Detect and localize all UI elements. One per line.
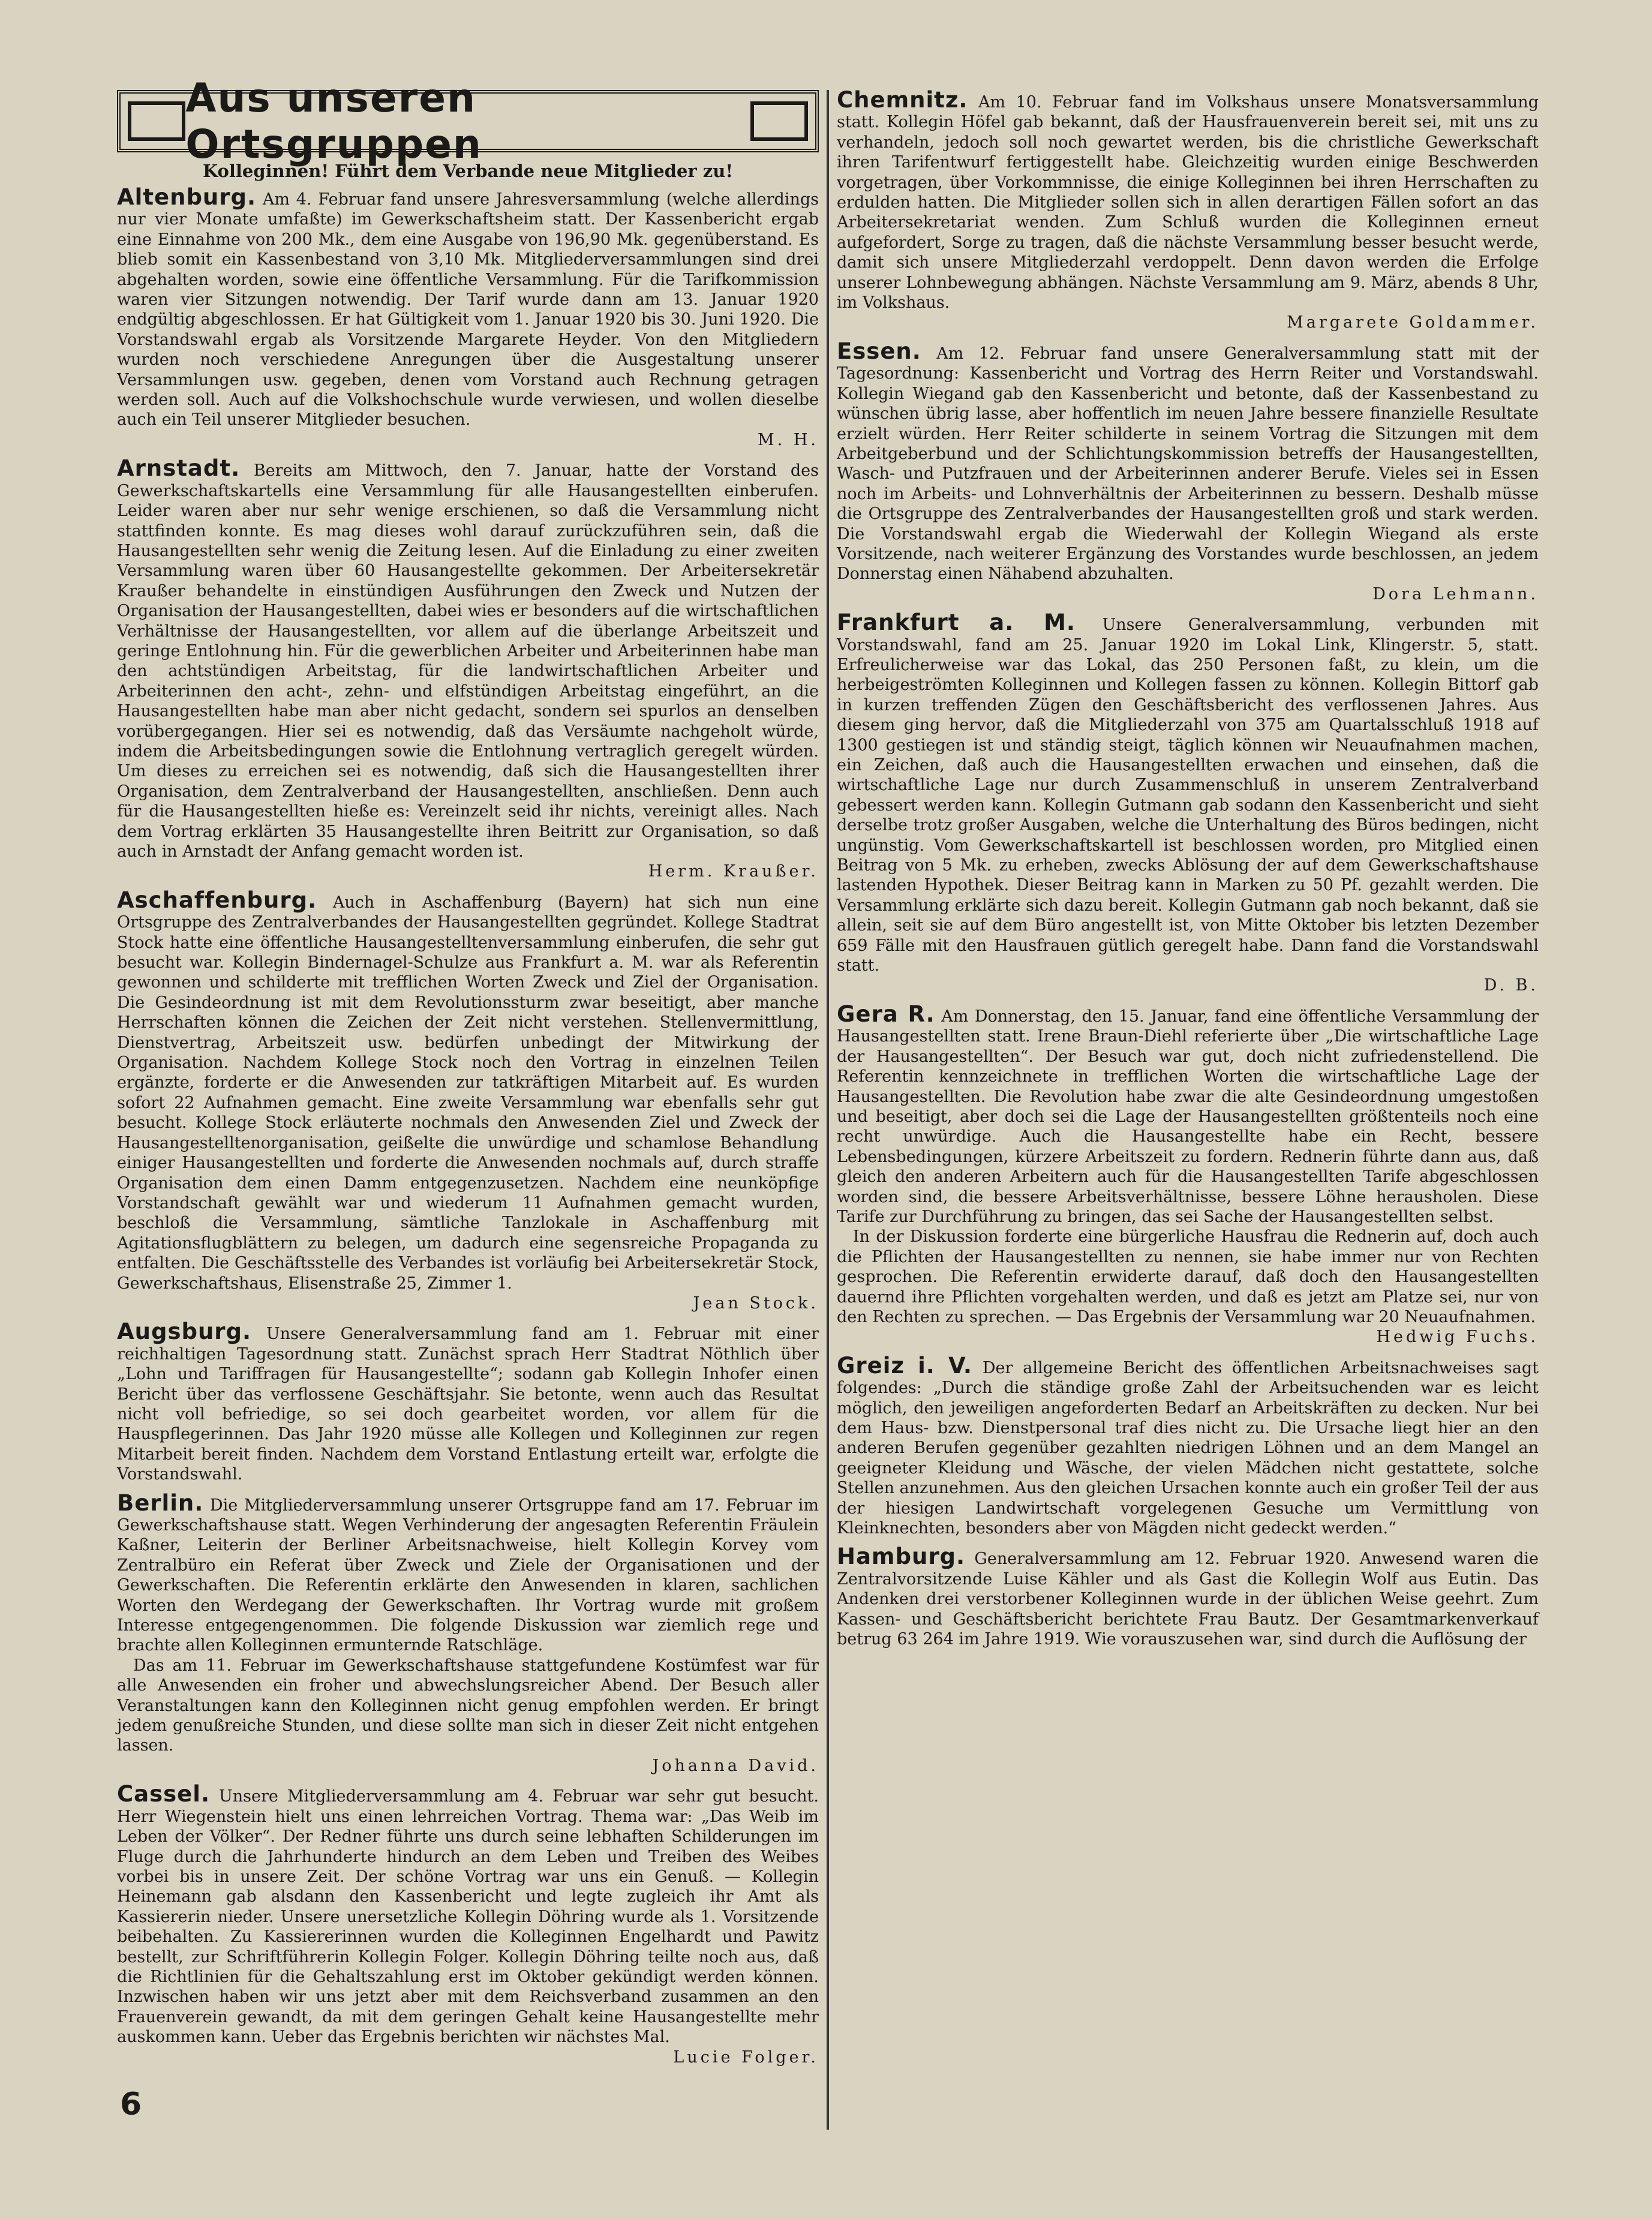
article-heading: Arnstadt. [117, 455, 241, 482]
article-body: Unsere Mitgliederversammlung am 4. Februar war sehr gut besucht. Herr Wiegenstein hielt uns einen lehrreichen Vortrag. Thema war: „Das Weib im Leben der Völker“. Der Redner führte uns durch seine lebhaften Schilderungen im Fluge durch die Jahrhunderte hindurch an dem Leben und Treiben des Weibes vorbei bis in unsere Zeit. Der schöne Vortrag war uns ein Genuß. — Kollegin Heinemann gab alsdann den Kassenbericht und legte zugleich ihr Amt als Kassiererin nieder. Unsere unersetzliche Kollegin Döhring wurde als 1. Vorsitzende beibehalten. Zu Kassiererinnen wurden die Kolleginnen Engelhardt und Pawitz bestellt, zur Schriftführerin Kollegin Folger. Kollegin Döhring teilte noch aus, daß die Richtlinien für die Gehaltszahlung erst im Oktober gekündigt werden können. Inzwischen haben wir uns jetzt aber mit dem Reichsverband zusammen an den Frauenverein gewandt, da mit dem geringen Gehalt keine Hausangestellte mehr auskommen kann. Ueber das Ergebnis berichten wir nächstes Mal. [117, 1787, 819, 2047]
masthead-ornament-right [750, 101, 808, 141]
article-body-continued: In der Diskussion forderte eine bürgerliche Hausfrau die Rednerin auf, doch auch die Pflichten der Hausangestellten zu nennen, sie habe immer nur von Rechten gesprochen. Die Referentin erwiderte darauf, daß doch den Hausangestellten dauernd ihre Pflichten vorgehalten werden, und daß es jetzt am Platze sei, nur von den Rechten zu sprechen. — Das Ergebnis der Versammlung war 20 Neuaufnahmen. [837, 1227, 1539, 1326]
section-masthead [117, 75, 819, 167]
masthead-ornament-left [128, 101, 185, 141]
article-greiz [837, 1352, 1539, 1539]
section-title: Aus unseren Ortsgruppen [185, 75, 482, 167]
article-hamburg [837, 1544, 1539, 1649]
article-body: Am Donnerstag, den 15. Januar, fand eine öffentliche Versammlung der Hausangestellten statt. Irene Braun-Diehl referierte über „Die wirtschaftliche Lage der Hausangestellten“. Der Besuch war gut, doch nicht zufriedenstellend. Die Referentin kennzeichnete in trefflichen Worten die wirtschaftliche Lage der Hausangestellten. Die Revolution habe zwar die alte Gesindeordnung umgestoßen und beseitigt, aber doch sei die Lage der Hausangestellten größtenteils noch eine recht unwürdige. Auch die Hausangestellte habe ein Recht, bessere Lebensbedingungen, kürzere Arbeitszeit zu fordern. Rednerin führte dann aus, daß gleich den anderen Arbeitern auch für die Hausangestellten Tarife abgeschlossen worden sind, die bessere Arbeitsverhältnisse, bessere Löhne herausholen. Diese Tarife zur Durchführung zu bringen, das sei Sache der Hausangestellten selbst. [837, 1007, 1539, 1226]
article-berlin [117, 1490, 819, 1776]
article-body: Am 4. Februar fand unsere Jahresversammlung (welche allerdings nur vier Monate umfaßte) im Gewerkschaftsheim statt. Der Kassenbericht ergab eine Einnahme von 200 Mk., dem eine Ausgabe von 196,90 Mk. gegenüberstand. Es blieb somit ein Kassenbestand von 3,10 Mk. Mitgliederversammlungen sind drei abgehalten worden, sowie eine öffentliche Versammlung. Für die Tarifkommission waren vier Sitzungen notwendig. Der Tarif wurde dann am 13. Januar 1920 endgültig abgeschlossen. Er hat Gültigkeit vom 1. Januar 1920 bis 30. Juni 1920. Die Vorstandswahl ergab als Vorsitzende Margarete Heyder. Von den Mitgliedern wurden noch verschiedene Anregungen über die Ausgestaltung unserer Versammlungen usw. gegeben, denen vom Vorstand auch Rechnung getragen werden soll. Auch auf die Volkshochschule wurde verwiesen, und wollen dieselbe auch ein Teil unserer Mitglieder besuchen. [117, 190, 819, 430]
left-column [117, 75, 819, 2076]
article-aschaffenburg [117, 887, 819, 1314]
article-body: Bereits am Mittwoch, den 7. Januar, hatte der Vorstand des Gewerkschaftskartells eine Versammlung für alle Hausangestellten einberufen. Leider waren aber nur sehr wenige erschienen, so daß die Versammlung nicht stattfinden konnte. Es mag dieses wohl darauf zurückzuführen sein, daß die Hausangestellten sehr wenig die Zeitung lesen. Auf die Einladung zu einer zweiten Versammlung waren über 60 Hausangestellte gekommen. Der Arbeitersekretär Kraußer behandelte in einstündigen Ausführungen den Zweck und Nutzen der Organisation der Hausangestellten, dabei wies er besonders auf die wirtschaftlichen Verhältnisse der Hausangestellten, vor allem auf die überlange Arbeitszeit und geringe Entlohnung hin. Für die gewerblichen Arbeiter und Arbeiterinnen habe man den achtstündigen Arbeitstag, für die landwirtschaftlichen Arbeiter und Arbeiterinnen den acht-, zehn- und elfstündigen Arbeitstag eingeführt, an die Hausangestellten habe man aber nicht gedacht, sondern sei spurlos an denselben vorübergegangen. Hier sei es notwendig, daß das Versäumte nachgeholt würde, indem die Arbeitsbedingungen sowie die Entlohnung vertraglich geregelt würden. Um dieses zu erreichen sei es notwendig, daß sich die Hausangestellten ihrer Organisation, dem Zentralverband der Hausangestellten, anschließen. Denn auch für die Hausangestellten hieße es: Vereinzelt seid ihr nichts, vereinigt alles. Nach dem Vortrag erklärten 35 Hausangestellte ihren Beitritt zur Organisation, so daß auch in Arnstadt der Anfang gemacht worden ist. [117, 461, 819, 861]
article-heading: Greiz i. V. [837, 1352, 972, 1379]
article-heading: Cassel. [117, 1781, 210, 1807]
article-signature: Dora Lehmann. [1372, 584, 1539, 603]
article-body: Unsere Generalversammlung, verbunden mit Vorstandswahl, fand am 25. Januar 1920 im Lokal Link, Klingerstr. 5, statt. Erfreulicherweise war das Lokal, das 250 Personen faßt, zu klein, um die herbeigeströmten Kolleginnen und Kollegen fassen zu können. Kollegin Bittorf gab in kurzen treffenden Zügen den Geschäftsbericht des verflossenen Jahres. Aus diesem ging hervor, daß die Mitgliederzahl von 375 am Quartalsschluß 1918 auf 1300 gestiegen ist und ständig steigt, täglich können wir Neuaufnahmen machen, ein Zeichen, daß auch die Hausangestellten erwachen und einsehen, daß die wirtschaftliche Lage nur durch Zusammenschluß in unserem Zentralverband gebessert werden kann. Kollegin Gutmann gab sodann den Kassenbericht und sieht derselbe trotz großer Ausgaben, welche die Unterhaltung des Büros bedingen, nicht ungünstig. Vom Gewerkschaftskartell ist beschlossen worden, pro Mitglied einen Beitrag von 5 Mk. zu erheben, zwecks Ablösung der auf dem Gewerkschaftshause lastenden Hypothek. Dieser Beitrag kann in Marken zu 50 Pf. gezahlt werden. Die Versammlung erklärte sich dazu bereit. Kollegin Gutmann gab noch bekannt, daß sie allein, seit sie auf dem Büro angestellt ist, von Mitte Oktober bis letzten Dezember 659 Fälle mit den Hausfrauen gütlich geregelt habe. Dann fand die Vorstandswahl statt. [837, 615, 1539, 975]
article-heading: Gera R. [837, 1001, 935, 1027]
article-body: Auch in Aschaffenburg (Bayern) hat sich nun eine Ortsgruppe des Zentralverbandes der Hausangestellten gegründet. Kollege Stadtrat Stock hatte eine öffentliche Hausangestelltenversammlung einberufen, die sehr gut besucht war. Kollegin Bindernagel-Schulze aus Frankfurt a. M. war als Referentin gewonnen und schilderte mit trefflichen Worten Zweck und Ziel der Organisation. Die Gesindeordnung ist mit dem Revolutionssturm zwar beseitigt, aber manche Herrschaften können die Zeichen der Zeit nicht verstehen. Stellenvermittlung, Dienstvertrag, Arbeitszeit usw. bedürfen unbedingt der Mitwirkung der Organisation. Nachdem Kollege Stock noch den Vortrag in einzelnen Teilen ergänzte, forderte er die Anwesenden zur tatkräftigen Mitarbeit auf. Es wurden sofort 22 Aufnahmen gemacht. Eine zweite Versammlung war ebenfalls sehr gut besucht. Kollege Stock erläuterte nochmals den Anwesenden Ziel und Zweck der Hausangestelltenorganisation, geißelte die unwürdige und schamlose Behandlung einiger Hausangestellten und forderte die Anwesenden nochmals auf, durch straffe Organisation dem einen Damm entgegenzusetzen. Nachdem eine neunköpfige Vorstandschaft gewählt war und wiederum 11 Aufnahmen gemacht wurden, beschloß die Versammlung, sämtliche Tanzlokale in Aschaffenburg mit Agitationsflugblättern zu belegen, um dadurch eine segensreiche Propaganda zu entfalten. Die Geschäftsstelle des Verbandes ist vorläufig bei Arbeitersekretär Stock, Gewerkschaftshaus, Elisenstraße 25, Zimmer 1. [117, 893, 819, 1293]
column-divider [827, 90, 829, 2130]
article-heading: Aschaffenburg. [117, 887, 317, 913]
article-heading: Altenburg. [117, 184, 257, 210]
article-heading: Frankfurt a. M. [837, 609, 1076, 636]
article-heading: Berlin. [117, 1490, 204, 1516]
article-essen [837, 338, 1539, 604]
article-signature: M. H. [758, 430, 819, 449]
article-signature: Margarete Goldammer. [1287, 313, 1539, 332]
section-slogan: Kolleginnen! Führt dem Verbande neue Mitglieder zu! [202, 161, 734, 181]
article-heading: Essen. [837, 338, 921, 364]
article-gera [837, 1001, 1539, 1347]
page-number: 6 [120, 2086, 142, 2122]
article-frankfurt [837, 609, 1539, 996]
article-signature: Hedwig Fuchs. [1376, 1328, 1539, 1347]
article-heading: Augsburg. [117, 1319, 252, 1345]
article-heading: Chemnitz. [837, 87, 968, 113]
article-signature: Lucie Folger. [673, 2047, 819, 2067]
article-body: Der allgemeine Bericht des öffentlichen Arbeitsnachweises sagt folgendes: „Durch die ständige große Zahl der Arbeitsuchenden war es leicht möglich, den jeweiligen angeforderten Bedarf an Arbeitskräften zu decken. Nur bei dem Haus- bzw. Dienstpersonal traf dies nicht zu. Die Ursache liegt hier an den anderen Berufen gegenüber gezahlten niedrigen Löhnen und an dem Mangel an geeigneter Kleidung und Wäsche, der vielen Mädchen nicht gestattete, solche Stellen anzunehmen. Aus den gleichen Ursachen konnte auch ein großer Teil der aus der hiesigen Landwirtschaft vorgelegenen Gesuche um Vermittlung von Kleinknechten, besonders aber von Mägden nicht gedeckt werden.“ [837, 1358, 1539, 1538]
article-altenburg [117, 184, 819, 450]
article-body: Am 10. Februar fand im Volkshaus unsere Monatsversammlung statt. Kollegin Höfel gab bekannt, daß der Hausfrauenverein bereit sei, mit uns zu verhandeln, jedoch soll noch gewartet werden, bis die christliche Gewerkschaft ihren Tarifentwurf fertiggestellt habe. Gleichzeitig wurden einige Beschwerden vorgetragen, über Vorkommnisse, die einige Kolleginnen bei ihren Herrschaften zu erdulden hatten. Die Mitglieder sollen sich in allen derartigen Fällen sofort an das Arbeitersekretariat wenden. Zum Schluß wurden die Kolleginnen erneut aufgefordert, Sorge zu tragen, daß die nächste Versammlung besser besucht werde, damit sich unsere Mitgliederzahl verdoppelt. Denn davon werden die Erfolge unserer Lohnbewegung abhängen. Nächste Versammlung am 9. März, abends 8 Uhr, im Volkshaus. [837, 93, 1539, 313]
article-signature: Johanna David. [652, 1756, 819, 1775]
article-heading: Hamburg. [837, 1544, 966, 1570]
article-signature: Jean Stock. [693, 1293, 819, 1313]
article-body: Am 12. Februar fand unsere Generalversammlung statt mit der Tagesordnung: Kassenbericht und Vortrag des Herrn Reiter und Vorstandswahl. Kollegin Wiegand gab den Kassenbericht und betonte, daß der Kassenbestand zu wünschen übrig lasse, aber hoffentlich im neuen Jahre bessere finanzielle Resultate erzielt würden. Herr Reiter schilderte in seinem Vortrag die Sitzungen mit dem Arbeitgeberbund und der Schlichtungskommission betreffs der Hausangestellten, Wasch- und Putzfrauen und der Arbeiterinnen anderer Berufe. Vieles sei in Essen noch im Arbeits- und Lohnverhältnis der Arbeiterinnen zu bessern. Deshalb müsse die Ortsgruppe des Zentralverbandes der Hausangestellten groß und stark werden. Die Vorstandswahl ergab die Wiederwahl der Kollegin Wiegand als erste Vorsitzende, nach weiterer Ergänzung des Vorstandes wurde beschlossen, an jedem Donnerstag einen Nähabend abzuhalten. [837, 344, 1539, 584]
right-column [837, 87, 1539, 1658]
article-body: Die Mitgliederversammlung unserer Ortsgruppe fand am 17. Februar im Gewerkschaftshause statt. Wegen Verhinderung der angesagten Referentin Fräulein Kaßner, Leiterin der Berliner Arbeitsnachweise, hielt Kollegin Korvey vom Zentralbüro ein Referat über Zweck und Ziele der Organisationen und der Gewerkschaften. Die Referentin erklärte den Anwesenden in klaren, sachlichen Worten den Werdegang der Gewerkschaften. Ihr Vortrag wurde mit großem Interesse entgegengenommen. Die folgende Diskussion war ziemlich rege und brachte allen Kolleginnen ermunternde Ratschläge. [117, 1496, 819, 1655]
article-body: Unsere Generalversammlung fand am 1. Februar mit einer reichhaltigen Tagesordnung statt. Zunächst sprach Herr Stadtrat Nöthlich über „Lohn und Tariffragen für Hausangestellte“; sodann gab Kollegin Inhofer einen Bericht über das verflossene Geschäftsjahr. Sie betonte, wenn auch das Resultat nicht voll befriedige, so sei doch gearbeitet worden, vor allem für die Hauspflegerinnen. Das Jahr 1920 müsse alle Kollegen und Kolleginnen zur regen Mitarbeit bereit finden. Nachdem dem Vorstand Entlastung erteilt war, erfolgte die Vorstandswahl. [117, 1325, 819, 1484]
article-signature: Herm. Kraußer. [648, 862, 819, 881]
article-augsburg [117, 1319, 819, 1484]
article-chemnitz [837, 87, 1539, 333]
article-signature: D. B. [1483, 976, 1539, 995]
article-arnstadt [117, 455, 819, 882]
article-body: Generalversammlung am 12. Februar 1920. Anwesend waren die Zentralvorsitzende Luise Kähler und als Gast die Kollegin Wolf aus Eutin. Das Andenken drei verstorbener Kolleginnen wurde in der üblichen Weise geehrt. Zum Kassen- und Geschäftsbericht berichtete Frau Bautz. Der Gesamtmarkenverkauf betrug 63 264 im Jahre 1919. Wie vorauszusehen war, sind durch die Auflösung der [837, 1550, 1539, 1649]
article-cassel [117, 1781, 819, 2067]
article-body-continued: Das am 11. Februar im Gewerkschaftshause stattgefundene Kostümfest war für alle Anwesenden ein froher und abwechslungsreicher Abend. Der Besuch aller Veranstaltungen kann den Kolleginnen nicht genug empfohlen werden. Er bringt jedem genußreiche Stunden, und diese sollte man sich in dieser Zeit nicht entgehen lassen. [117, 1656, 819, 1755]
